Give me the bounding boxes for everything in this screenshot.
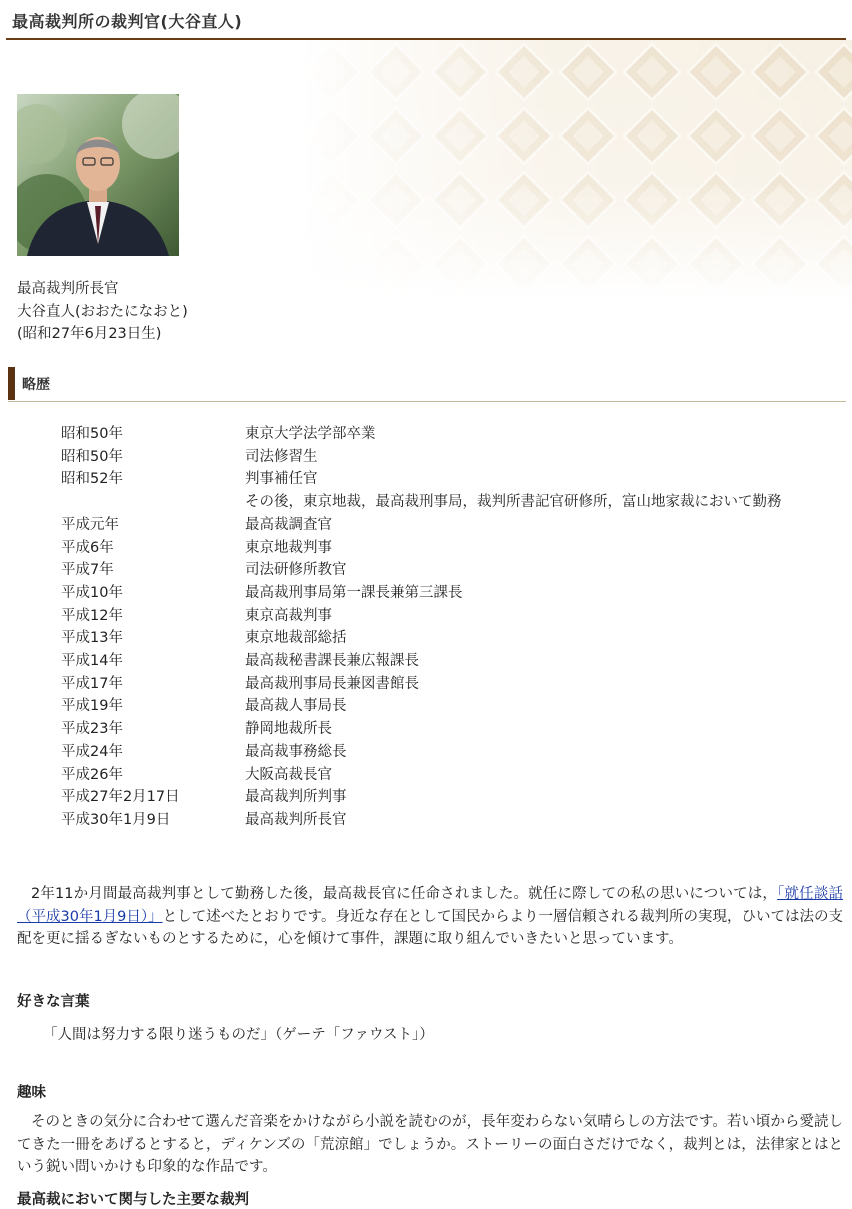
page-title: 最高裁判所の裁判官(大谷直人)	[12, 12, 243, 31]
career-row	[61, 514, 841, 537]
career-year: 平成10年	[61, 584, 123, 601]
career-desc: 最高裁刑事局第一課長兼第三課長	[245, 584, 463, 601]
career-year: 昭和52年	[61, 471, 123, 488]
career-desc: 最高裁判所判事	[245, 789, 347, 806]
career-desc: 最高裁刑事局長兼図書館長	[245, 675, 419, 692]
profile-name: 大谷直人(おおたになおと)	[17, 303, 188, 320]
career-row	[61, 468, 841, 491]
hobby-paragraph	[17, 1111, 843, 1179]
career-row	[61, 537, 841, 560]
next-section-title: 最高裁において関与した主要な裁判	[17, 1192, 249, 1208]
favorite-words-title: 好きな言葉	[17, 994, 90, 1010]
intro-text-after: として述べたとおりです。身近な存在として国民からより一層信頼される裁判所の実現，ひいては法の支配を更に揺るぎないものとするために，心を傾けて事件，課題に取り組んでいきたいと思っています。	[17, 908, 843, 948]
career-list	[61, 423, 841, 832]
intro-text-before: 2年11か月間最高裁判事として勤務した後，最高裁長官に任命されました。就任に際しての私の思いについては，	[31, 886, 778, 902]
career-row	[61, 673, 841, 696]
hobby-title: 趣味	[17, 1085, 46, 1101]
career-year: 平成6年	[61, 539, 114, 556]
career-desc: 司法修習生	[245, 448, 318, 465]
career-year: 平成12年	[61, 607, 123, 624]
career-year	[61, 491, 245, 514]
career-year: 平成24年	[61, 743, 123, 760]
career-year: 平成元年	[61, 516, 119, 533]
career-desc: 最高裁秘書課長兼広報課長	[245, 653, 419, 670]
profile-info	[17, 278, 188, 346]
career-desc: 大阪高裁長官	[245, 766, 332, 783]
career-row	[61, 627, 841, 650]
career-section-header	[8, 367, 846, 402]
career-desc: 最高裁判所長官	[245, 811, 347, 828]
career-desc: 最高裁人事局長	[245, 698, 347, 715]
career-year: 平成23年	[61, 721, 123, 738]
career-section-title: 略歴	[22, 377, 50, 393]
career-year: 平成14年	[61, 653, 123, 670]
career-desc: その後，東京地裁，最高裁刑事局，裁判所書記官研修所，富山地家裁において勤務	[245, 494, 782, 511]
career-desc: 最高裁事務総長	[245, 743, 347, 760]
inauguration-statement-link[interactable]: 「就任談話（平成30年1月9日）」	[17, 886, 844, 925]
career-year: 昭和50年	[61, 448, 123, 465]
career-row	[61, 650, 841, 673]
career-desc: 司法研修所教官	[245, 562, 347, 579]
career-desc: 東京地裁部総括	[245, 630, 347, 647]
intro-paragraph	[17, 883, 843, 951]
career-desc: 最高裁調査官	[245, 516, 332, 533]
career-year: 昭和50年	[61, 426, 123, 442]
career-desc: 静岡地裁所長	[245, 721, 332, 738]
career-row	[61, 446, 841, 469]
profile-birth: (昭和27年6月23日生)	[17, 326, 162, 342]
career-desc: 東京高裁判事	[245, 607, 332, 624]
career-year: 平成13年	[61, 630, 123, 647]
career-year: 平成7年	[61, 562, 114, 579]
career-row	[61, 582, 841, 605]
career-row	[61, 809, 841, 832]
favorite-words-text: 「人間は努力する限り迷うものだ」（ゲーテ「ファウスト」）	[43, 1027, 434, 1043]
career-year: 平成26年	[61, 766, 123, 783]
career-desc: 東京大学法学部卒業	[245, 426, 376, 442]
career-row	[61, 559, 841, 582]
decorative-pattern	[300, 40, 852, 300]
career-row	[61, 605, 841, 628]
profile-position: 最高裁判所長官	[17, 281, 119, 297]
career-year: 平成30年1月9日	[61, 811, 171, 828]
portrait-photo	[17, 94, 179, 256]
career-row	[61, 695, 841, 718]
career-desc: 判事補任官	[245, 471, 318, 488]
hobby-text: そのときの気分に合わせて選んだ音楽をかけながら小説を読むのが，長年変わらない気晴らしの方法です。若い頃から愛読してきた一冊をあげるとすると，ディケンズの「荒涼館」でしょうか。ストーリーの面白さだけでなく，裁判とは，法律家とはという鋭い問いかけも印象的な作品です。	[17, 1114, 843, 1176]
section-accent-bar	[8, 367, 15, 400]
career-row	[61, 741, 841, 764]
career-row	[61, 786, 841, 809]
career-year: 平成19年	[61, 698, 123, 715]
career-year: 平成17年	[61, 675, 123, 692]
career-row	[61, 764, 841, 787]
career-row	[61, 491, 841, 514]
career-row	[61, 423, 841, 446]
career-year: 平成27年2月17日	[61, 789, 180, 806]
career-row	[61, 718, 841, 741]
career-desc: 東京地裁判事	[245, 539, 332, 556]
